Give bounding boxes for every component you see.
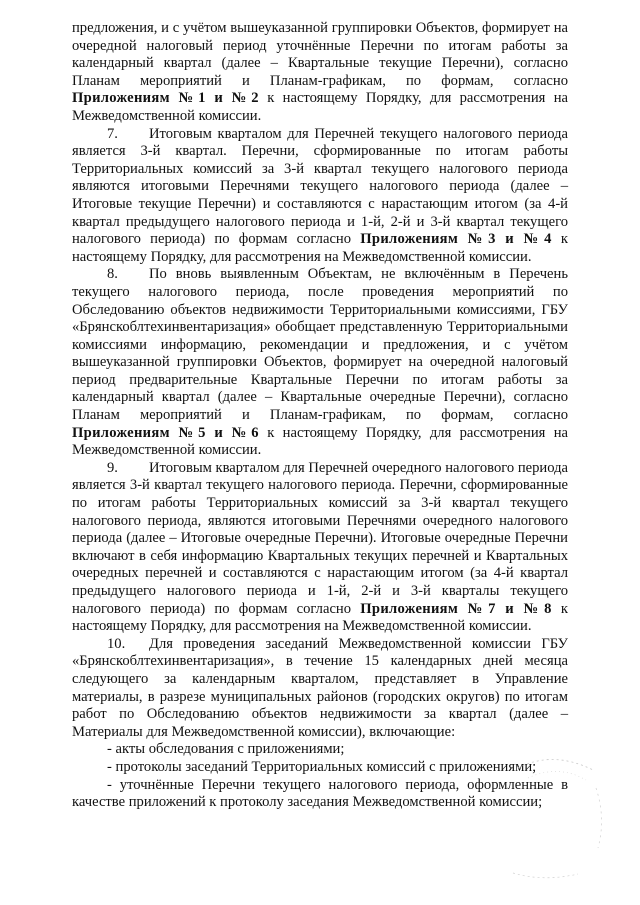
paragraph-7-text: Итоговым кварталом для Перечней текущего налогового периода является 3-й квартал. Перечни, сформированные по итогам работы Территориальных комиссий за 3-й квартал текущего налогового периода являются итоговыми Перечнями текущего налогового периода (далее – Итоговые текущие Перечни) и составляются с нарастающим итогом (за 4-й квартал предыдущего налогового периода и 1-й, 2-й и 3-й квартал текущего налогового периода) по формам согласно — [72, 125, 568, 248]
appendix-reference-5-6: Приложениям №5 и №6 — [72, 424, 259, 441]
appendix-reference-7-8: Приложениям №7 и №8 — [360, 600, 552, 617]
paragraph-8-text: По вновь выявленным Объектам, не включённым в Перечень текущего налогового периода, после проведения мероприятий по Обследованию объектов недвижимости Территориальными комиссиями, ГБУ «Брянскоблтехинвентаризация» обобщает представленную Территориальными комиссиями информацию, рекомендации и предложения, и с учётом вышеуказанной группировки Объектов, формирует на очередной налоговый период предварительные Квартальные Перечни по итогам работы за календарный квартал (далее – Квартальные очередные Перечни), согласно Планам мероприятий и Планам-графикам, по формам, согласно — [72, 266, 568, 424]
paragraph-8-tail: к настоящему Порядку, для рассмотрения на Межведомственной комиссии. — [72, 424, 568, 459]
paragraph-7-number: 7. — [107, 125, 118, 142]
paragraph-9-text: Итоговым кварталом для Перечней очередного налогового периода является 3-й квартал текущего налогового периода. Перечни, сформированные по итогам работы Территориальных комиссий за 3-й квартал текущего налогового периода, являются итоговыми Перечнями очередного налогового периода (далее – Итоговые очередные Перечни). Итоговые очередные Перечни включают в себя информацию Квартальных текущих перечней и Квартальных очередных перечней и составляются с нарастающим итогом (за 4-й квартал предыдущего налогового периода и 1-й, 2-й и 3-й кварталы текущего налогового периода) по формам согласно — [72, 459, 568, 617]
paragraph-9-number: 9. — [107, 459, 118, 476]
paragraph-continuation-tail: к настоящему Порядку, для рассмотрения на Межведомственной комиссии. — [72, 90, 568, 124]
paragraph-7-tail: к настоящему Порядку, для рассмотрения на Межведомственной комиссии. — [72, 231, 569, 265]
paragraph-10-number: 10. — [107, 635, 126, 652]
document-page — [72, 20, 568, 812]
paragraph-7 — [72, 126, 568, 267]
appendix-reference-3-4: Приложениям №3 и №4 — [360, 231, 552, 248]
list-item: - уточнённые Перечни текущего налогового периода, оформленные в качестве приложений к протоколу заседания Межведомственной комиссии; — [72, 776, 568, 811]
paragraph-9-tail: к настоящему Порядку, для рассмотрения на Межведомственной комиссии. — [72, 600, 569, 635]
paragraph-10-text: Для проведения заседаний Межведомственной комиссии ГБУ «Брянскоблтехинвентаризация», в течение 15 календарных дней месяца следующего за календарным кварталом, представляет в Управление материалы, в разрезе муниципальных районов (городских округов) по итогам работ по Обследованию объектов недвижимости за квартал (далее – Материалы для Межведомственной комиссии), включающие: — [72, 635, 568, 740]
paragraph-continuation — [72, 20, 568, 126]
list-item: - акты обследования с приложениями; — [107, 741, 345, 758]
paragraph-9 — [72, 460, 568, 636]
list-item: - протоколы заседаний Территориальных комиссий с приложениями; — [107, 758, 537, 775]
paragraph-8 — [72, 266, 568, 460]
paragraph-10 — [72, 636, 568, 742]
paragraph-8-number: 8. — [107, 266, 118, 283]
paragraph-continuation-text: предложения, и с учётом вышеуказанной группировки Объектов, формирует на очередной налоговый период уточнённые Перечни по итогам работы за календарный квартал (далее – Квартальные текущие Перечни), согласно Планам мероприятий и Планам-графикам, по формам, согласно — [72, 20, 568, 89]
appendix-reference-1-2: Приложениям №1 и №2 — [72, 90, 259, 107]
